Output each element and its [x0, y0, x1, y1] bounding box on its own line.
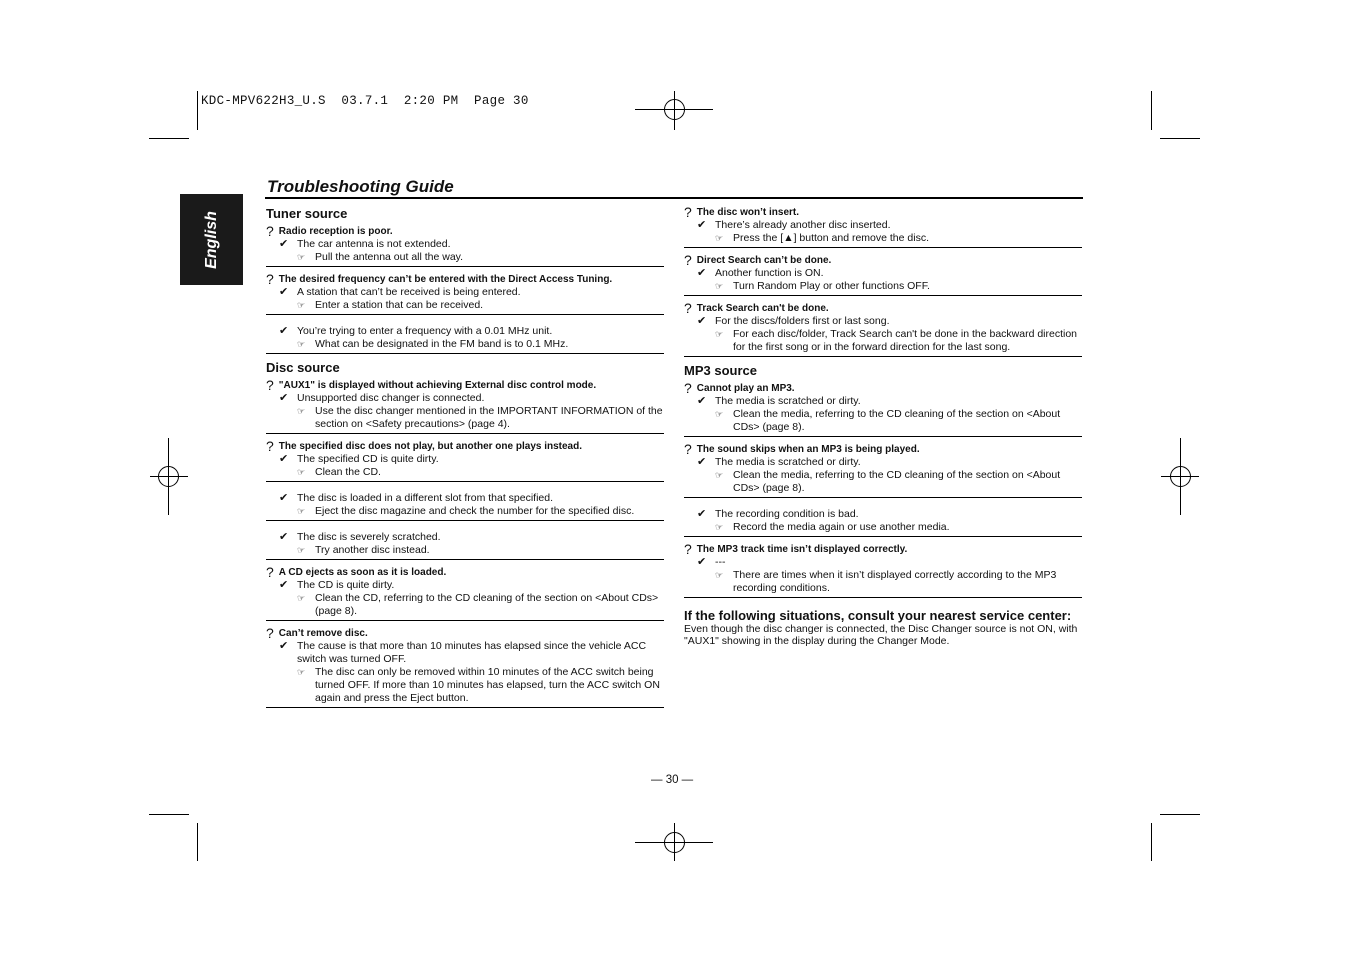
remedy-row: [297, 592, 664, 618]
cause-text: Unsupported disc changer is connected.: [297, 392, 485, 404]
cause-row: [279, 238, 664, 251]
remedy-row: [715, 280, 1082, 293]
cause-block: [266, 488, 664, 521]
remedy-row: [297, 338, 664, 351]
check-mark-icon: ✔: [279, 579, 289, 591]
cause-row: [697, 395, 1082, 408]
check-mark-icon: ✔: [697, 395, 707, 407]
remedy-row: [715, 328, 1082, 354]
remedy-text: Pull the antenna out all the way.: [315, 251, 464, 263]
remedy-text: Clean the media, referring to the CD cleaning of the section on <About CDs> (page 8).: [733, 469, 1061, 494]
language-tab-label: English: [202, 210, 220, 269]
right-column-sections: [684, 206, 1082, 598]
section: [266, 360, 664, 708]
question-text: Radio reception is poor.: [278, 226, 393, 237]
remedy-text: Clean the media, referring to the CD cleaning of the section on <About CDs> (page 8).: [733, 408, 1061, 433]
remedy-text: What can be designated in the FM band is to 0.1 MHz.: [315, 338, 569, 350]
check-mark-icon: ✔: [279, 325, 289, 337]
question-row: [266, 225, 664, 238]
pointing-hand-icon: ☞: [297, 667, 306, 677]
check-mark-icon: ✔: [697, 219, 707, 231]
language-tab: [180, 194, 243, 285]
question-block: [266, 627, 664, 708]
question-block: [266, 379, 664, 434]
question-block: [684, 254, 1082, 296]
cause-row: [697, 267, 1082, 280]
cause-text: The cause is that more than 10 minutes has elapsed since the vehicle ACC switch was turned OFF.: [297, 640, 647, 665]
remedy-row: [715, 469, 1082, 495]
question-mark-icon: ?: [684, 380, 692, 396]
question-block: [684, 382, 1082, 437]
pointing-hand-icon: ☞: [715, 329, 724, 339]
cause-text: Another function is ON.: [715, 267, 824, 279]
question-block: [684, 302, 1082, 357]
check-mark-icon: ✔: [279, 453, 289, 465]
service-text: Even though the disc changer is connected, the Disc Changer source is not ON, with "AUX1" showing in the display during the Changer Mode.: [684, 623, 1078, 647]
section-title: Disc source: [266, 360, 340, 375]
pointing-hand-icon: ☞: [715, 281, 724, 291]
check-mark-icon: ✔: [697, 315, 707, 327]
section-title: Tuner source: [266, 206, 348, 221]
remedy-text: Eject the disc magazine and check the number for the specified disc.: [315, 505, 635, 517]
cause-text: The specified CD is quite dirty.: [297, 453, 439, 465]
cause-row: [697, 508, 1082, 521]
question-mark-icon: ?: [266, 377, 274, 393]
check-mark-icon: ✔: [697, 456, 707, 468]
cause-text: The CD is quite dirty.: [297, 579, 395, 591]
check-mark-icon: ✔: [697, 267, 707, 279]
question-text: A CD ejects as soon as it is loaded.: [278, 567, 447, 578]
cause-text: The media is scratched or dirty.: [715, 395, 861, 407]
check-mark-icon: ✔: [279, 238, 289, 250]
check-mark-icon: ✔: [279, 531, 289, 543]
question-text: The specified disc does not play, but another one plays instead.: [278, 441, 583, 452]
question-mark-icon: ?: [684, 252, 692, 268]
question-mark-icon: ?: [684, 300, 692, 316]
page-title: Troubleshooting Guide: [267, 177, 454, 196]
cause-row: [279, 579, 664, 592]
pointing-hand-icon: ☞: [297, 339, 306, 349]
question-row: [684, 302, 1082, 315]
remedy-row: [297, 466, 664, 479]
cause-text: A station that can’t be received is being entered.: [297, 286, 521, 298]
question-block: [266, 273, 664, 315]
question-row: [684, 206, 1082, 219]
question-mark-icon: ?: [684, 541, 692, 557]
remedy-text: Clean the CD.: [315, 466, 381, 478]
cause-row: [279, 492, 664, 505]
question-row: [684, 443, 1082, 456]
print-header: KDC-MPV622H3_U.S 03.7.1 2:20 PM Page 30: [201, 94, 529, 108]
cause-row: [697, 456, 1082, 469]
pointing-hand-icon: ☞: [297, 467, 306, 477]
question-text: Cannot play an MP3.: [696, 383, 795, 394]
question-row: [266, 627, 664, 640]
right-column: [684, 206, 1082, 647]
remedy-text: Try another disc instead.: [315, 544, 430, 556]
cause-row: [279, 640, 664, 666]
question-row: [266, 273, 664, 286]
pointing-hand-icon: ☞: [297, 545, 306, 555]
remedy-row: [297, 666, 664, 705]
check-mark-icon: ✔: [279, 640, 289, 652]
remedy-row: [297, 544, 664, 557]
section: [684, 363, 1082, 598]
question-mark-icon: ?: [266, 564, 274, 580]
question-block: [266, 440, 664, 482]
left-column: [266, 206, 664, 714]
remedy-row: [297, 505, 664, 518]
pointing-hand-icon: ☞: [297, 300, 306, 310]
remedy-row: [715, 232, 1082, 245]
remedy-text: Press the [▲] button and remove the disc.: [733, 232, 929, 244]
question-block: [684, 206, 1082, 248]
check-mark-icon: ✔: [697, 556, 707, 568]
pointing-hand-icon: ☞: [715, 409, 724, 419]
remedy-row: [297, 405, 664, 431]
remedy-text: Turn Random Play or other functions OFF.: [733, 280, 930, 292]
pointing-hand-icon: ☞: [715, 522, 724, 532]
question-mark-icon: ?: [266, 223, 274, 239]
question-text: The desired frequency can’t be entered with the Direct Access Tuning.: [278, 274, 613, 285]
page-number: — 30 —: [651, 774, 694, 786]
question-text: The sound skips when an MP3 is being played.: [696, 444, 920, 455]
question-block: [684, 443, 1082, 498]
section: [266, 206, 664, 354]
remedy-text: Enter a station that can be received.: [315, 299, 484, 311]
cause-row: [279, 453, 664, 466]
question-text: The disc won’t insert.: [696, 207, 800, 218]
question-text: "AUX1" is displayed without achieving External disc control mode.: [278, 380, 597, 391]
question-block: [266, 566, 664, 621]
cause-text: The disc is loaded in a different slot from that specified.: [297, 492, 554, 504]
question-row: [266, 379, 664, 392]
remedy-text: Use the disc changer mentioned in the IMPORTANT INFORMATION of the section on <Safety precautions> (page 4).: [315, 405, 663, 430]
question-row: [684, 254, 1082, 267]
cause-row: [279, 286, 664, 299]
question-text: Can’t remove disc.: [278, 628, 368, 639]
remedy-row: [297, 251, 664, 264]
pointing-hand-icon: ☞: [297, 406, 306, 416]
cause-text: The media is scratched or dirty.: [715, 456, 861, 468]
cause-row: [697, 219, 1082, 232]
cause-block: [266, 321, 664, 354]
cause-text: ---: [715, 556, 726, 568]
cause-text: The disc is severely scratched.: [297, 531, 441, 543]
pointing-hand-icon: ☞: [715, 233, 724, 243]
question-row: [684, 382, 1082, 395]
question-row: [266, 440, 664, 453]
question-mark-icon: ?: [266, 438, 274, 454]
cause-text: You’re trying to enter a frequency with a 0.01 MHz unit.: [297, 325, 553, 337]
check-mark-icon: ✔: [279, 286, 289, 298]
cause-row: [279, 392, 664, 405]
question-block: [684, 543, 1082, 598]
check-mark-icon: ✔: [279, 392, 289, 404]
remedy-row: [715, 408, 1082, 434]
cause-text: The car antenna is not extended.: [297, 238, 451, 250]
question-block: [266, 225, 664, 267]
question-row: [684, 543, 1082, 556]
title-rule: [265, 197, 1083, 199]
cause-block: [266, 527, 664, 560]
remedy-text: Clean the CD, referring to the CD cleaning of the section on <About CDs> (page 8).: [315, 592, 659, 617]
remedy-row: [715, 569, 1082, 595]
remedy-text: Record the media again or use another media.: [733, 521, 950, 533]
check-mark-icon: ✔: [279, 492, 289, 504]
pointing-hand-icon: ☞: [297, 593, 306, 603]
question-text: Direct Search can’t be done.: [696, 255, 832, 266]
question-text: The MP3 track time isn’t displayed correctly.: [696, 544, 908, 555]
pointing-hand-icon: ☞: [715, 570, 724, 580]
remedy-text: The disc can only be removed within 10 minutes of the ACC switch being turned OFF. If more than 10 minutes has elapsed, turn the ACC switch ON again and press the Eject button.: [315, 666, 660, 704]
question-row: [266, 566, 664, 579]
remedy-text: For each disc/folder, Track Search can't be done in the backward direction for the first song or in the forward direction for the last song.: [733, 328, 1078, 353]
cause-text: There’s already another disc inserted.: [715, 219, 891, 231]
check-mark-icon: ✔: [697, 508, 707, 520]
question-mark-icon: ?: [266, 271, 274, 287]
pointing-hand-icon: ☞: [297, 506, 306, 516]
cause-block: [684, 504, 1082, 537]
cause-row: [697, 315, 1082, 328]
remedy-row: [297, 299, 664, 312]
service-title: If the following situations, consult your nearest service center:: [684, 608, 1072, 623]
question-text: Track Search can't be done.: [696, 303, 829, 314]
cause-text: For the discs/folders first or last song.: [715, 315, 890, 327]
remedy-text: There are times when it isn’t displayed correctly according to the MP3 recording conditions.: [733, 569, 1057, 594]
cause-row: [279, 325, 664, 338]
pointing-hand-icon: ☞: [297, 252, 306, 262]
cause-text: The recording condition is bad.: [715, 508, 859, 520]
section: [684, 206, 1082, 357]
section-title: MP3 source: [684, 363, 757, 378]
pointing-hand-icon: ☞: [715, 470, 724, 480]
cause-row: [697, 556, 1082, 569]
question-mark-icon: ?: [684, 441, 692, 457]
question-mark-icon: ?: [684, 204, 692, 220]
remedy-row: [715, 521, 1082, 534]
cause-row: [279, 531, 664, 544]
question-mark-icon: ?: [266, 625, 274, 641]
